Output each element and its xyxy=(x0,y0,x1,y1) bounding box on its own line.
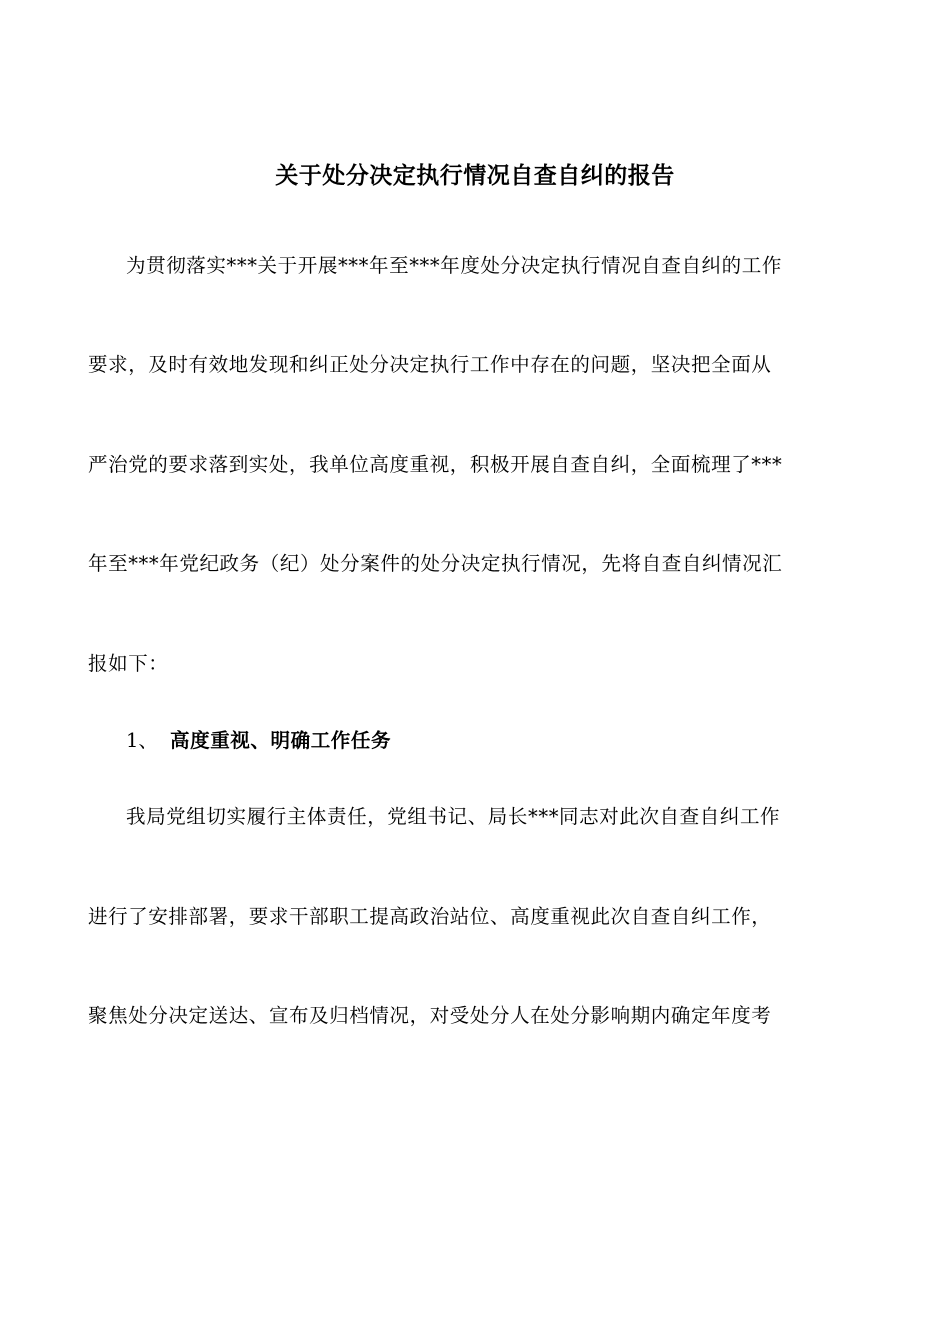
document-title: 关于处分决定执行情况自查自纠的报告 xyxy=(275,162,675,189)
paragraph-line: 为贯彻落实***关于开展***年至***年度处分决定执行情况自查自纠的工作 xyxy=(126,254,782,277)
paragraph-line: 年至***年党纪政务（纪）处分案件的处分决定执行情况，先将自查自纠情况汇 xyxy=(88,552,783,575)
paragraph-line: 聚焦处分决定送达、宣布及归档情况，对受处分人在处分影响期内确定年度考 xyxy=(88,1004,772,1027)
paragraph-line: 进行了安排部署，要求干部职工提高政治站位、高度重视此次自查自纠工作， xyxy=(88,905,772,928)
section-heading-text: 高度重视、明确工作任务 xyxy=(170,729,392,752)
paragraph-line: 报如下： xyxy=(88,652,169,675)
paragraph-line: 严治党的要求落到实处，我单位高度重视，积极开展自查自纠，全面梳理了*** xyxy=(88,453,783,476)
section-number: 1、 xyxy=(126,729,158,752)
section-heading xyxy=(126,726,391,756)
paragraph-line: 要求，及时有效地发现和纠正处分决定执行工作中存在的问题，坚决把全面从 xyxy=(88,353,772,376)
paragraph-line: 我局党组切实履行主体责任，党组书记、局长***同志对此次自查自纠工作 xyxy=(126,805,781,828)
